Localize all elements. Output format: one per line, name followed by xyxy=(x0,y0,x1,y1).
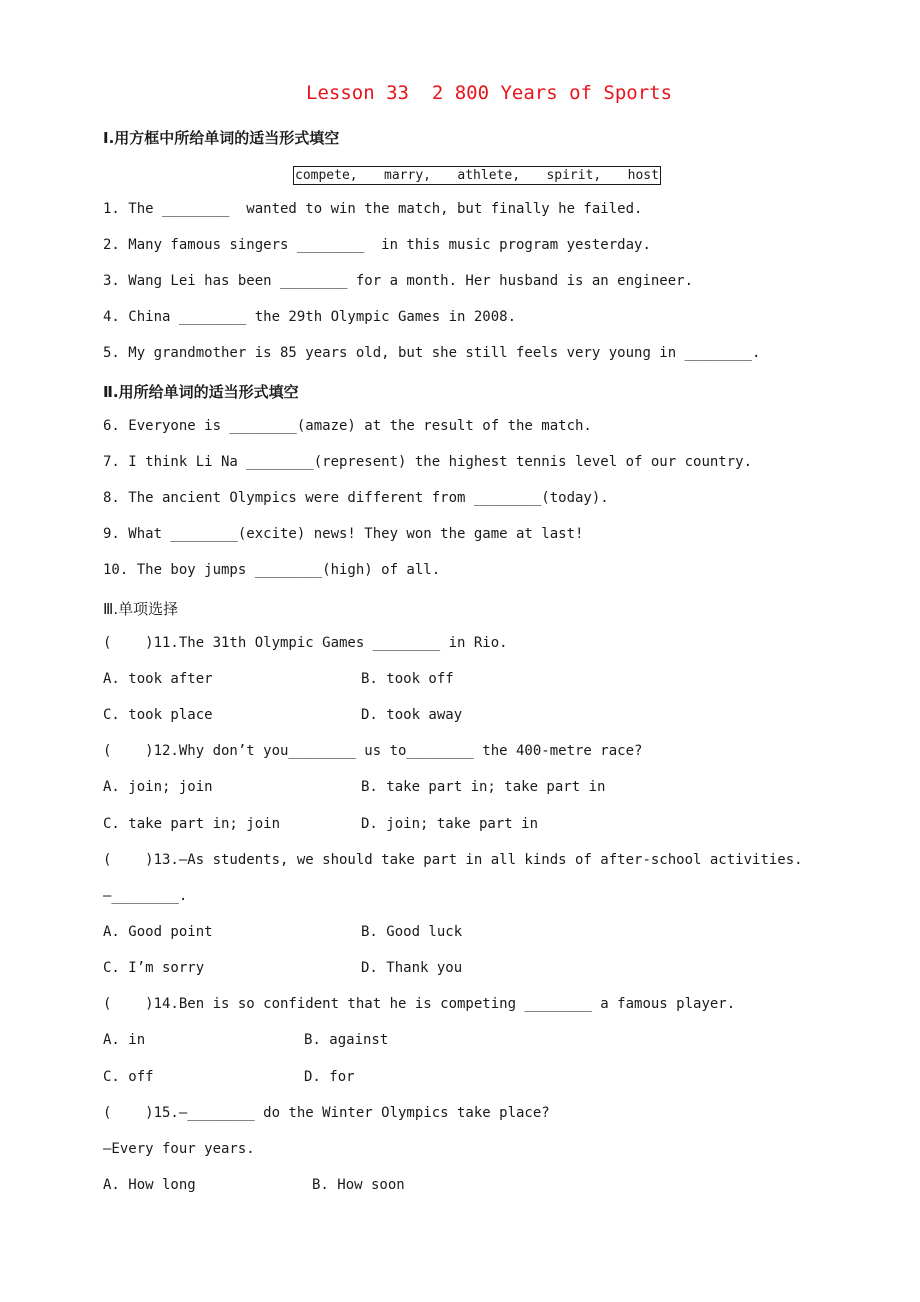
question-15-stem: ( )15.—________ do the Winter Olympics take place? xyxy=(103,1105,550,1121)
question-2: 2. Many famous singers ________ in this music program yesterday. xyxy=(103,237,651,253)
question-14-stem: ( )14.Ben is so confident that he is competing ________ a famous player. xyxy=(103,996,736,1012)
question-12-stem: ( )12.Why don’t you________ us to________ the 400-metre race? xyxy=(103,743,643,759)
question-11-option-a: A. took after xyxy=(103,671,213,687)
question-14-option-b: B. against xyxy=(304,1032,389,1048)
word-box-item: athlete, xyxy=(457,168,521,183)
question-11-option-b: B. took off xyxy=(361,671,454,687)
question-14-option-c: C. off xyxy=(103,1069,154,1085)
question-11-option-c: C. took place xyxy=(103,707,213,723)
question-12-option-c: C. take part in; join xyxy=(103,816,281,832)
question-13-option-c: C. I’m sorry xyxy=(103,960,205,976)
question-12-option-a: A. join; join xyxy=(103,779,213,795)
question-4: 4. China ________ the 29th Olympic Games in 2008. xyxy=(103,309,517,325)
page-title: Lesson 33 2 800 Years of Sports xyxy=(306,82,673,104)
question-15-option-a: A. How long xyxy=(103,1177,196,1193)
question-11-option-d: D. took away xyxy=(361,707,463,723)
question-13-option-a: A. Good point xyxy=(103,924,213,940)
question-13-option-b: B. Good luck xyxy=(361,924,463,940)
word-box-item: host xyxy=(627,168,659,183)
question-1: 1. The ________ wanted to win the match, but finally he failed. xyxy=(103,201,643,217)
question-5: 5. My grandmother is 85 years old, but she still feels very young in ________. xyxy=(103,345,761,361)
question-14-option-d: D. for xyxy=(304,1069,355,1085)
question-8: 8. The ancient Olympics were different from ________(today). xyxy=(103,490,609,506)
question-13-option-d: D. Thank you xyxy=(361,960,463,976)
question-3: 3. Wang Lei has been ________ for a month. Her husband is an engineer. xyxy=(103,273,694,289)
question-6: 6. Everyone is ________(amaze) at the result of the match. xyxy=(103,418,592,434)
word-box-item: marry, xyxy=(384,168,431,183)
question-11-stem: ( )11.The 31th Olympic Games ________ in Rio. xyxy=(103,635,508,651)
question-15-option-b: B. How soon xyxy=(312,1177,405,1193)
section-1-heading: Ⅰ.用方框中所给单词的适当形式填空 xyxy=(103,129,340,147)
question-13-response: —________. xyxy=(103,888,188,904)
word-box-item: compete, xyxy=(295,168,358,183)
question-15-response: —Every four years. xyxy=(103,1141,255,1157)
question-14-option-a: A. in xyxy=(103,1032,146,1048)
word-box-item: spirit, xyxy=(546,168,602,183)
question-9: 9. What ________(excite) news! They won the game at last! xyxy=(103,526,584,542)
question-12-option-b: B. take part in; take part in xyxy=(361,779,606,795)
question-10: 10. The boy jumps ________(high) of all. xyxy=(103,562,441,578)
question-12-option-d: D. join; take part in xyxy=(361,816,539,832)
question-13-stem: ( )13.—As students, we should take part in all kinds of after-school activities. xyxy=(103,852,803,868)
section-2-heading: Ⅱ.用所给单词的适当形式填空 xyxy=(103,383,299,401)
question-7: 7. I think Li Na ________(represent) the highest tennis level of our country. xyxy=(103,454,753,470)
word-box xyxy=(293,166,661,185)
section-3-heading: Ⅲ.单项选择 xyxy=(103,600,179,618)
